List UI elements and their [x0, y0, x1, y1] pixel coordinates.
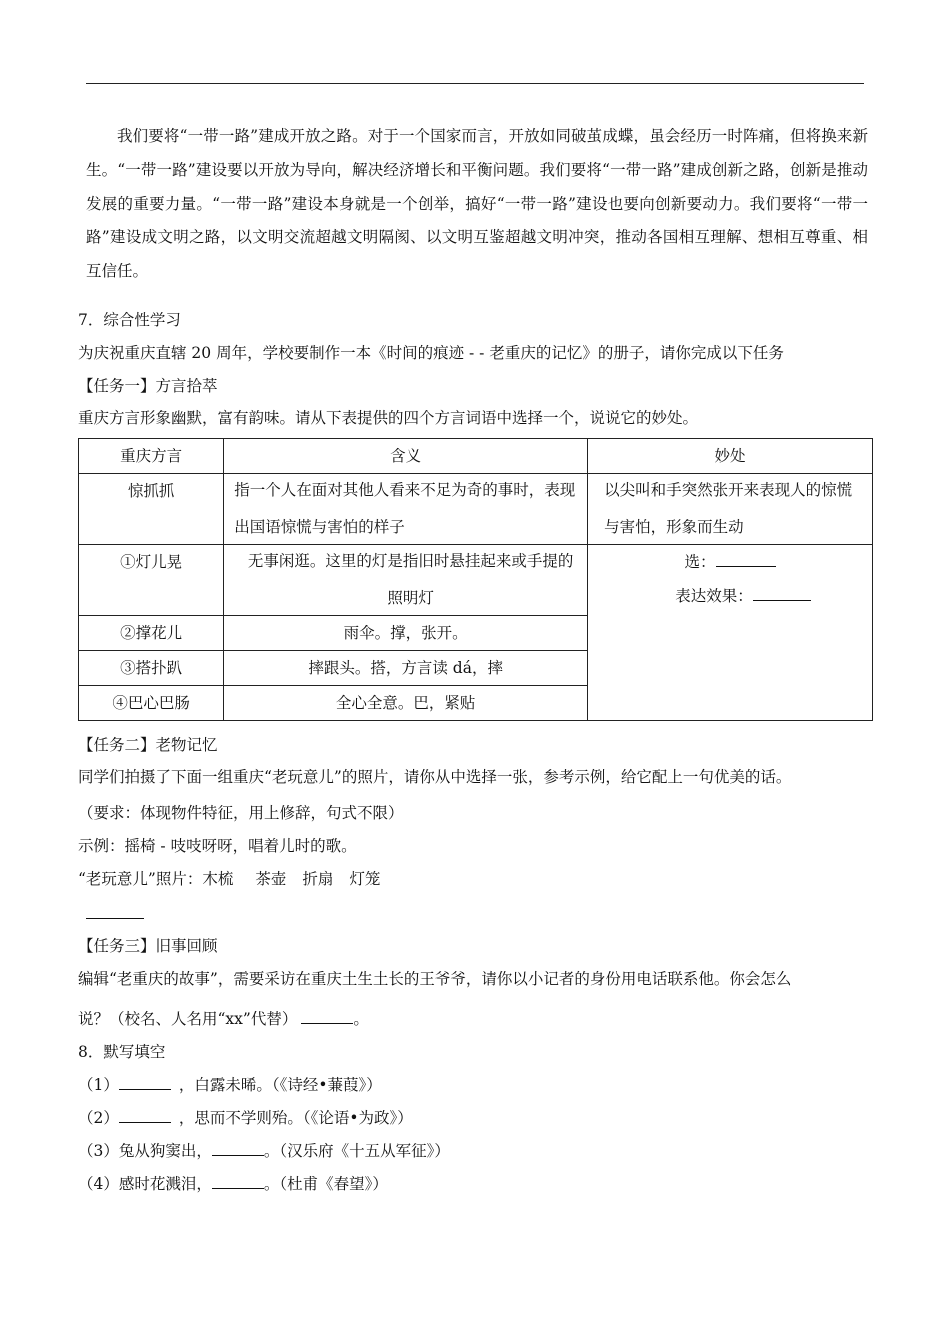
task3-title: 【任务三】旧事回顾 [78, 937, 218, 955]
dialect-meaning [224, 474, 588, 545]
dialect-meaning [224, 545, 588, 616]
dialect-meaning: 摔跟头。搭，方言读 dá，摔 [224, 651, 588, 686]
dialect-meaning: 雨伞。撑，张开。 [224, 616, 588, 651]
q7-intro: 为庆祝重庆直辖 20 周年，学校要制作一本《时间的痕迹 - - 老重庆的记忆》的册子，请你完成以下任务 [78, 344, 784, 362]
task3-desc-line2 [78, 1009, 369, 1029]
dialect-table [78, 438, 873, 721]
answer-effect-label: 表达效果： [675, 587, 753, 605]
dialect-meaning: 全心全意。巴，紧贴 [224, 686, 588, 721]
dialect-word: ④巴心巴肠 [79, 686, 224, 721]
q8-title: 8．默写填空 [78, 1043, 166, 1061]
dialect-word: 惊抓抓 [79, 474, 224, 545]
task3-period: 。 [353, 1010, 369, 1028]
q8-item [78, 1108, 413, 1128]
q8-item [78, 1075, 382, 1095]
task3-desc-line1: 编辑“老重庆的故事”，需要采访在重庆土生土长的王爷爷，请你以小记者的身份用电话联系他。你会怎么 [78, 970, 792, 988]
dialect-meaning-text: 指一个人在面对其他人看来不足为奇的事时，表现出国语惊慌与害怕的样子 [234, 481, 576, 536]
photo-item: 茶壶 [255, 870, 287, 888]
answer-select-blank[interactable] [716, 552, 776, 567]
q8-item-text: ，思而不学则殆。（《论语•为政》） [178, 1109, 413, 1127]
task2-photos [78, 869, 380, 889]
table-header-row [79, 439, 873, 474]
q8-blank[interactable] [212, 1141, 264, 1156]
photos-label: “老玩意儿”照片： [78, 870, 203, 888]
dialect-word: ①灯儿晃 [79, 545, 224, 616]
answer-effect-blank[interactable] [753, 586, 811, 601]
task1-desc: 重庆方言形象幽默，富有韵味。请从下表提供的四个方言词语中选择一个，说说它的妙处。 [78, 409, 699, 427]
q8-item [78, 1141, 450, 1161]
task2-answer-blank[interactable] [86, 918, 144, 919]
q8-item-text: ，白露未晞。（《诗经•蒹葭》） [178, 1076, 382, 1094]
q8-item-num: （2） [78, 1109, 119, 1127]
task1-title: 【任务一】方言拾萃 [78, 377, 218, 395]
table-header: 含义 [224, 439, 588, 474]
q8-item-num: （4） [78, 1175, 119, 1193]
task2-requirement: （要求：体现物件特征，用上修辞，句式不限） [78, 804, 404, 822]
q8-item-num: （1） [78, 1076, 119, 1094]
table-row [79, 474, 873, 545]
photo-item: 木梳 [202, 870, 234, 888]
table-header: 妙处 [588, 439, 873, 474]
task2-title: 【任务二】老物记忆 [78, 736, 218, 754]
task3-answer-blank[interactable] [301, 1009, 353, 1024]
q7-title: 7．综合性学习 [78, 311, 181, 329]
photo-item: 灯笼 [349, 870, 381, 888]
photo-item: 折扇 [302, 870, 334, 888]
intro-paragraph: 我们要将“一带一路”建成开放之路。对于一个国家而言，开放如同破茧成蝶，虽会经历一时阵痛，但将换来新生。“一带一路”建设要以开放为导向，解决经济增长和平衡问题。我们要将“一带一路”建成创新之路，创新是推动发展的重要力量。“一带一路”建设本身就是一个创举，搞好“一带一路”建设也要向创新要动力。我们要将“一带一路”建设成文明之路，以文明交流超越文明隔阂、以文明互鉴超越文明冲突，推动各国相互理解、想相互尊重、相互信任。 [86, 127, 868, 281]
q8-item-num: （3） [78, 1142, 119, 1160]
task2-desc: 同学们拍摄了下面一组重庆“老玩意儿”的照片，请你从中选择一张，参考示例，给它配上一句优美的话。 [78, 768, 792, 786]
q8-item-text: 兔从狗窦出， [118, 1142, 212, 1160]
dialect-meaning-text: 无事闲逛。这里的灯是指旧时悬挂起来或手提的照明灯 [247, 552, 574, 607]
q8-item-text: 。（杜甫《春望》） [263, 1175, 388, 1193]
q8-item [78, 1174, 388, 1194]
table-header: 重庆方言 [79, 439, 224, 474]
q8-blank[interactable] [212, 1174, 264, 1189]
answer-select-label: 选： [684, 553, 716, 571]
dialect-effect [588, 474, 873, 545]
q8-blank[interactable] [119, 1075, 171, 1090]
header-rule [86, 83, 864, 84]
answer-cell [588, 545, 873, 721]
answer-effect-line [596, 579, 864, 613]
answer-select-line [596, 545, 864, 579]
task2-example: 示例：摇椅 - 吱吱呀呀，唱着儿时的歌。 [78, 837, 357, 855]
q8-item-text: 。（汉乐府《十五从军征》） [263, 1142, 450, 1160]
dialect-effect-text: 以尖叫和手突然张开来表现人的惊慌与害怕，形象而生动 [604, 481, 853, 536]
dialect-word: ②撑花儿 [79, 616, 224, 651]
task3-desc-text: 说？（校名、人名用“xx”代替） [78, 1010, 298, 1028]
q8-item-text: 感时花溅泪， [118, 1175, 212, 1193]
table-row [79, 545, 873, 616]
q8-blank[interactable] [119, 1108, 171, 1123]
dialect-word: ③搭扑趴 [79, 651, 224, 686]
